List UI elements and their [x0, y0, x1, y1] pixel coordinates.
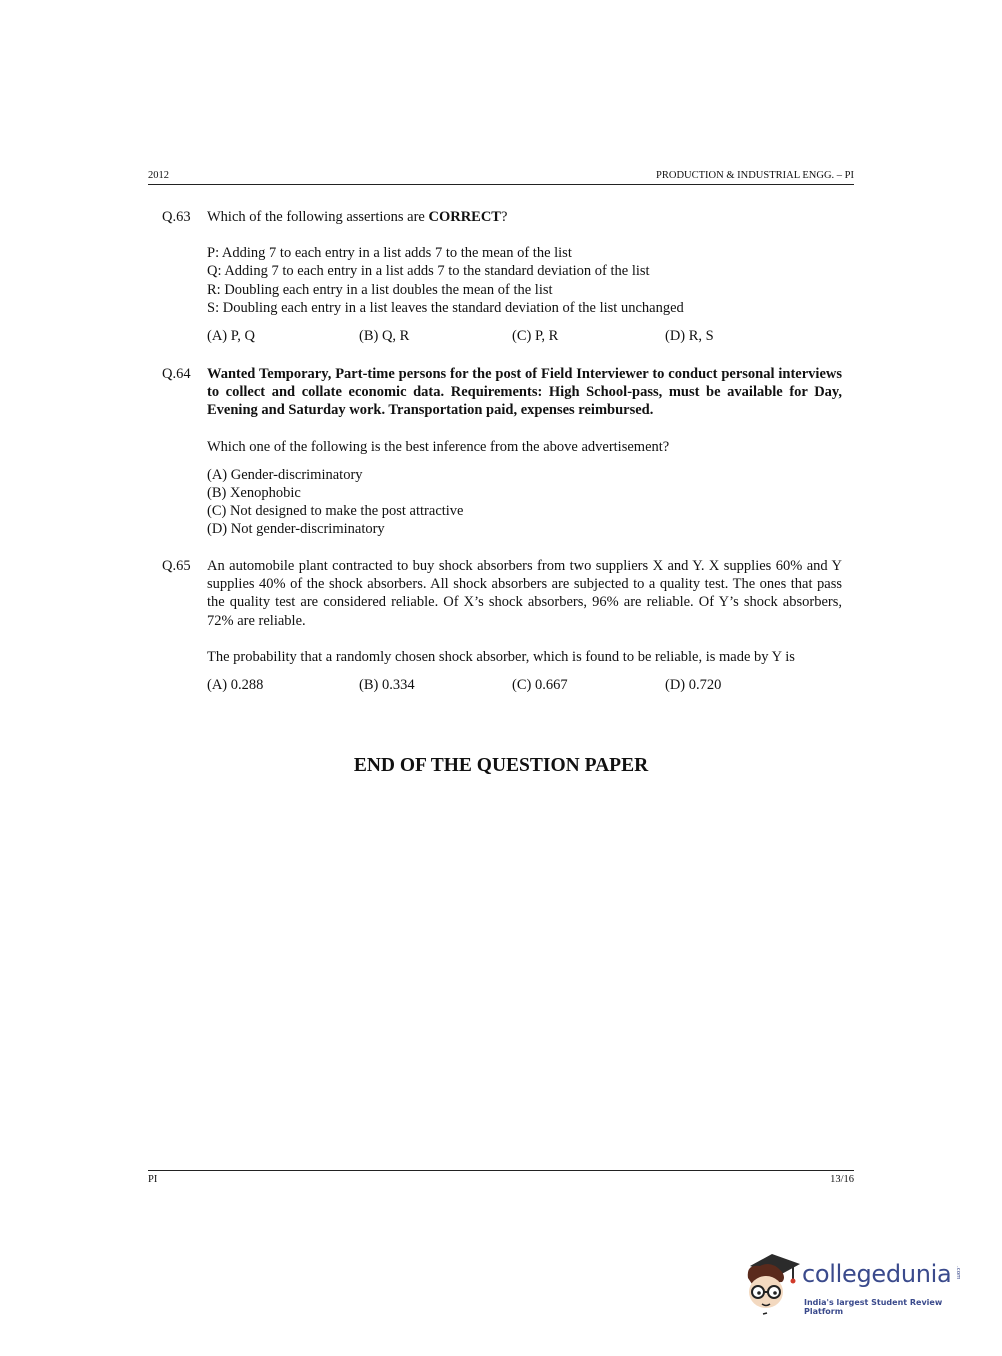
- brand-logo[interactable]: [742, 1248, 972, 1318]
- question-text: The probability that a randomly chosen shock absorber, which is found to be reliable, is made by Y is: [207, 648, 795, 665]
- answer-options: [207, 327, 842, 345]
- statement-item: S: Doubling each entry in a list leaves the standard deviation of the list unchanged: [207, 299, 684, 316]
- question-number: Q.63: [162, 209, 191, 225]
- question-body: [207, 365, 842, 539]
- question-number: Q.64: [162, 366, 191, 382]
- answer-options: [207, 466, 842, 539]
- statement-item: P: Adding 7 to each entry in a list adds 7 to the mean of the list: [207, 245, 572, 262]
- question-text: [207, 208, 842, 226]
- question-text-emphasis: CORRECT: [428, 209, 501, 225]
- page-header: [148, 170, 854, 185]
- header-year: 2012: [148, 170, 169, 181]
- option-b: (B) Q, R: [359, 328, 410, 345]
- option-d: (D) R, S: [665, 328, 714, 345]
- brand-domain-suffix: .com: [955, 1266, 961, 1280]
- option-a: (A) Gender-discriminatory: [207, 466, 363, 483]
- option-a: (A) P, Q: [207, 328, 255, 345]
- statement-item: R: Doubling each entry in a list doubles the mean of the list: [207, 281, 553, 298]
- brand-name: collegedunia: [802, 1260, 952, 1288]
- option-d: (D) 0.720: [665, 677, 722, 694]
- question-passage: An automobile plant contracted to buy shock absorbers from two suppliers X and Y. X supplies 60% and Y supplies 40% of the shock absorbers. All shock absorbers are subjected to a quality test. The ones that pass the quality test are considered reliable. Of X’s shock absorbers, 96% are reliable. Of Y’s shock absorbers, 72% are reliable.: [207, 558, 842, 629]
- question-65: [162, 557, 842, 694]
- statement-item: Q: Adding 7 to each entry in a list adds 7 to the standard deviation of the list: [207, 263, 650, 280]
- question-body: [207, 208, 842, 345]
- option-c: (C) 0.667: [512, 677, 568, 694]
- question-number: Q.65: [162, 558, 191, 574]
- footer-page-number: 13/16: [830, 1174, 854, 1185]
- statement-list: [207, 244, 842, 317]
- end-of-paper-heading: END OF THE QUESTION PAPER: [353, 755, 649, 776]
- option-a: (A) 0.288: [207, 677, 264, 694]
- page-footer: [148, 1170, 854, 1187]
- option-d: (D) Not gender-discriminatory: [207, 521, 385, 538]
- option-c: (C) P, R: [512, 328, 559, 345]
- question-text-suffix: ?: [500, 209, 508, 225]
- brand-tagline: India's largest Student Review Platform: [804, 1298, 943, 1316]
- option-c: (C) Not designed to make the post attractive: [207, 503, 464, 520]
- question-text: Which one of the following is the best inference from the above advertisement?: [207, 438, 670, 455]
- option-b: (B) Xenophobic: [207, 485, 301, 502]
- header-subject: PRODUCTION & INDUSTRIAL ENGG. – PI: [656, 170, 854, 181]
- question-63: [162, 208, 842, 345]
- mascot-graduate-icon: [742, 1248, 802, 1318]
- question-body: [207, 557, 842, 694]
- answer-options: [207, 676, 842, 694]
- advertisement-passage: Wanted Temporary, Part-time persons for the post of Field Interviewer to conduct personal interviews to collect and collate economic data. Requirements: High School-pass, must be available for Day, Evening and Saturday work. Transportation paid, expenses reimbursed.: [207, 366, 842, 419]
- question-text-prefix: Which of the following assertions are: [207, 209, 429, 225]
- footer-paper-code: PI: [148, 1174, 158, 1185]
- question-64: [162, 365, 842, 539]
- option-b: (B) 0.334: [359, 677, 415, 694]
